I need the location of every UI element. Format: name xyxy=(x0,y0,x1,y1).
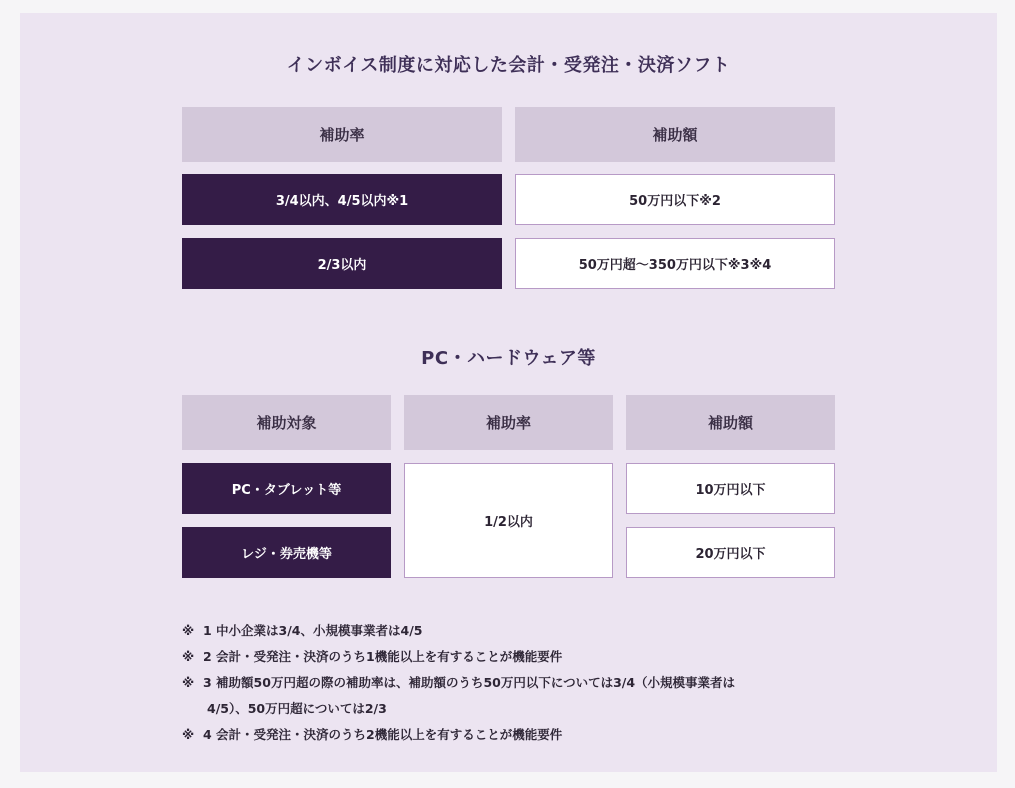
note-mark: ※ xyxy=(182,623,195,638)
footnotes xyxy=(182,618,862,748)
target-cell-1: PC・タブレット等 xyxy=(182,463,391,514)
amount-cell-4: 20万円以下 xyxy=(626,527,835,578)
rate-cell-merged: 1/2以内 xyxy=(404,463,613,578)
amount-cell-2: 50万円超～350万円以下※3※4 xyxy=(515,238,835,289)
note-mark: ※ xyxy=(182,649,195,664)
note-text: 1 中小企業は3/4、小規模事業者は4/5 xyxy=(203,623,423,638)
amount-cell-1: 50万円以下※2 xyxy=(515,174,835,225)
section2-title: PC・ハードウェア等 xyxy=(421,348,596,369)
target-cell-2: レジ・券売機等 xyxy=(182,527,391,578)
note-mark: ※ xyxy=(182,675,195,690)
header-amount: 補助額 xyxy=(515,107,835,162)
rate-cell-2: 2/3以内 xyxy=(182,238,502,289)
subsidy-info-panel xyxy=(20,13,997,772)
note-mark: ※ xyxy=(182,727,195,742)
header-target: 補助対象 xyxy=(182,395,391,450)
footnote-4 xyxy=(182,722,862,748)
section1-title: インボイス制度に対応した会計・受発注・決済ソフト xyxy=(286,55,731,76)
note-text: 3 補助額50万円超の際の補助率は、補助額のうち50万円以下については3/4（小規模事業者は xyxy=(203,675,736,690)
footnote-2 xyxy=(182,644,862,670)
footnote-1 xyxy=(182,618,862,644)
footnote-3-continued: 4/5）、50万円超については2/3 xyxy=(207,701,387,716)
header-rate: 補助率 xyxy=(182,107,502,162)
footnote-3 xyxy=(182,670,862,696)
rate-cell-1: 3/4以内、4/5以内※1 xyxy=(182,174,502,225)
header-amount-2: 補助額 xyxy=(626,395,835,450)
note-text: 2 会計・受発注・決済のうち1機能以上を有することが機能要件 xyxy=(203,649,563,664)
note-text: 4 会計・受発注・決済のうち2機能以上を有することが機能要件 xyxy=(203,727,563,742)
amount-cell-3: 10万円以下 xyxy=(626,463,835,514)
header-rate-2: 補助率 xyxy=(404,395,613,450)
